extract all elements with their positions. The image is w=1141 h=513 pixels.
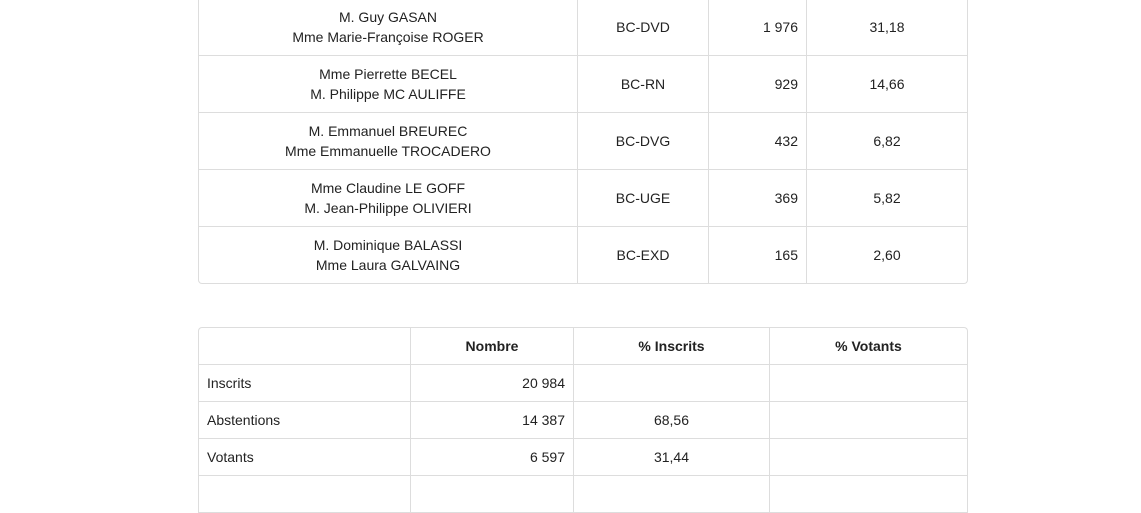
- candidate-name: Mme Marie-Françoise ROGER: [292, 29, 484, 45]
- table-row: [199, 476, 967, 513]
- row-label: Abstentions: [199, 402, 411, 439]
- pct-votants-cell: [770, 439, 967, 476]
- nuance-cell: BC-UGE: [578, 170, 709, 227]
- row-label: [199, 476, 411, 513]
- pct-exprimes-cell: 5,82: [807, 170, 967, 227]
- candidate-names-cell: [199, 170, 578, 227]
- pct-inscrits-cell: 31,44: [574, 439, 770, 476]
- voix-cell: 1 976: [709, 0, 807, 56]
- nuance-cell: BC-EXD: [578, 227, 709, 283]
- pct-exprimes-cell: 14,66: [807, 56, 967, 113]
- nombre-cell: 6 597: [411, 439, 574, 476]
- row-label: Votants: [199, 439, 411, 476]
- voix-cell: 369: [709, 170, 807, 227]
- table-header-row: [199, 328, 967, 365]
- pct-votants-cell: [770, 476, 967, 513]
- candidate-name: Mme Emmanuelle TROCADERO: [285, 143, 491, 159]
- participation-summary-table: [198, 327, 968, 513]
- table-row: [199, 365, 967, 402]
- nombre-cell: 14 387: [411, 402, 574, 439]
- voix-cell: 432: [709, 113, 807, 170]
- table-row: [199, 402, 967, 439]
- table-row: [199, 439, 967, 476]
- candidate-name: M. Emmanuel BREUREC: [308, 123, 468, 139]
- pct-inscrits-cell: [574, 365, 770, 402]
- nuance-cell: BC-RN: [578, 56, 709, 113]
- row-label: Inscrits: [199, 365, 411, 402]
- table-row: [199, 113, 967, 170]
- candidate-name: Mme Laura GALVAING: [315, 257, 461, 273]
- pct-exprimes-cell: 31,18: [807, 0, 967, 56]
- candidate-names-cell: [199, 0, 578, 56]
- pct-votants-cell: [770, 365, 967, 402]
- pct-inscrits-cell: 68,56: [574, 402, 770, 439]
- table-row: [199, 227, 967, 283]
- column-header-nombre: Nombre: [411, 328, 574, 365]
- nombre-cell: [411, 476, 574, 513]
- nuance-cell: BC-DVD: [578, 0, 709, 56]
- candidate-name: Mme Claudine LE GOFF: [310, 180, 466, 196]
- candidate-names-cell: [199, 113, 578, 170]
- candidate-name: M. Dominique BALASSI: [313, 237, 463, 253]
- candidate-name: Mme Pierrette BECEL: [319, 66, 457, 82]
- table-row: [199, 0, 967, 56]
- nuance-cell: BC-DVG: [578, 113, 709, 170]
- pct-votants-cell: [770, 402, 967, 439]
- nombre-cell: 20 984: [411, 365, 574, 402]
- candidate-name: M. Philippe MC AULIFFE: [310, 86, 466, 102]
- candidate-names-cell: [199, 227, 578, 283]
- table-row: [199, 170, 967, 227]
- table-row: [199, 56, 967, 113]
- candidate-name: M. Guy GASAN: [338, 9, 438, 25]
- candidate-name: M. Jean-Philippe OLIVIERI: [304, 200, 472, 216]
- column-header-label: [199, 328, 411, 365]
- voix-cell: 929: [709, 56, 807, 113]
- pct-exprimes-cell: 2,60: [873, 247, 901, 263]
- column-header-pct-inscrits: % Inscrits: [574, 328, 770, 365]
- pct-exprimes-cell: 6,82: [807, 113, 967, 170]
- voix-cell: 165: [709, 227, 807, 283]
- column-header-pct-votants: % Votants: [770, 328, 967, 365]
- pct-inscrits-cell: [574, 476, 770, 513]
- candidates-results-table: [198, 0, 968, 284]
- candidate-names-cell: [199, 56, 578, 113]
